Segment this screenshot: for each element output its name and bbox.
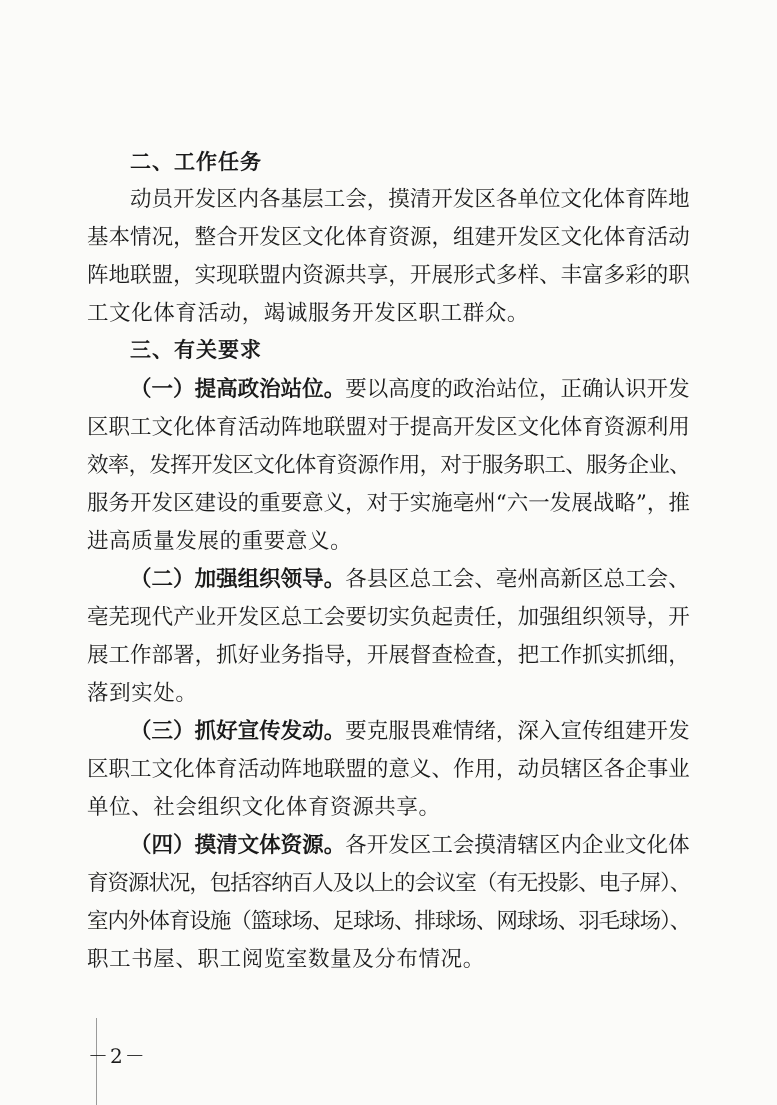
paragraph-line: 效率，发挥开发区文化体育资源作用，对于服务职工、服务企业、 <box>87 453 690 478</box>
page-number: －2－ <box>88 1044 147 1068</box>
item-lead: （四）摸清文体资源。 <box>130 833 346 858</box>
paragraph-line <box>130 372 690 403</box>
paragraph-line: 阵地联盟，实现联盟内资源共享，开展形式多样、丰富多彩的职 <box>87 263 690 288</box>
paragraph-line: 区职工文化体育活动阵地联盟的意义、作用，动员辖区各企事业 <box>87 757 690 782</box>
item-text: 各开发区工会摸清辖区内企业文化体 <box>345 833 690 858</box>
paragraph-line: 进高质量发展的重要意义。 <box>87 529 353 554</box>
paragraph-line: 亳芜现代产业开发区总工会要切实负起责任，加强组织领导，开 <box>87 605 690 630</box>
paragraph-line: 室内外体育设施（篮球场、足球场、排球场、网球场、羽毛球场）、 <box>87 909 691 934</box>
paragraph-line: 职工书屋、职工阅览室数量及分布情况。 <box>87 947 485 972</box>
paragraph-line: 工文化体育活动，竭诚服务开发区职工群众。 <box>87 301 530 326</box>
paragraph-line: 基本情况，整合开发区文化体育资源，组建开发区文化体育活动 <box>87 225 690 250</box>
item-lead: （三）抓好宣传发动。 <box>130 719 346 744</box>
paragraph-line <box>130 828 690 859</box>
paragraph-line <box>130 562 690 593</box>
paragraph-line: 服务开发区建设的重要意义，对于实施亳州“六一发展战略”，推 <box>87 491 690 516</box>
paragraph-line: 动员开发区内各基层工会，摸清开发区各单位文化体育阵地 <box>130 187 690 212</box>
item-lead: （二）加强组织领导。 <box>130 567 346 592</box>
item-text: 要以高度的政治站位，正确认识开发 <box>345 377 690 402</box>
paragraph-line: 单位、社会组织文化体育资源共享。 <box>87 795 441 820</box>
item-text: 各县区总工会、亳州高新区总工会、 <box>345 567 690 592</box>
paragraph-line: 展工作部署，抓好业务指导，开展督查检查，把工作抓实抓细， <box>87 643 690 668</box>
paragraph-line: 区职工文化体育活动阵地联盟对于提高开发区文化体育资源利用 <box>87 415 690 440</box>
paragraph-line: 育资源状况，包括容纳百人及以上的会议室（有无投影、电子屏）、 <box>87 871 691 896</box>
section-heading-requirements: 三、有关要求 <box>130 337 262 362</box>
item-text: 要克服畏难情绪，深入宣传组建开发 <box>345 719 690 744</box>
section-heading-work-tasks: 二、工作任务 <box>130 149 262 174</box>
paragraph-line <box>130 714 690 745</box>
paragraph-line: 落到实处。 <box>87 681 198 706</box>
item-lead: （一）提高政治站位。 <box>130 377 346 402</box>
